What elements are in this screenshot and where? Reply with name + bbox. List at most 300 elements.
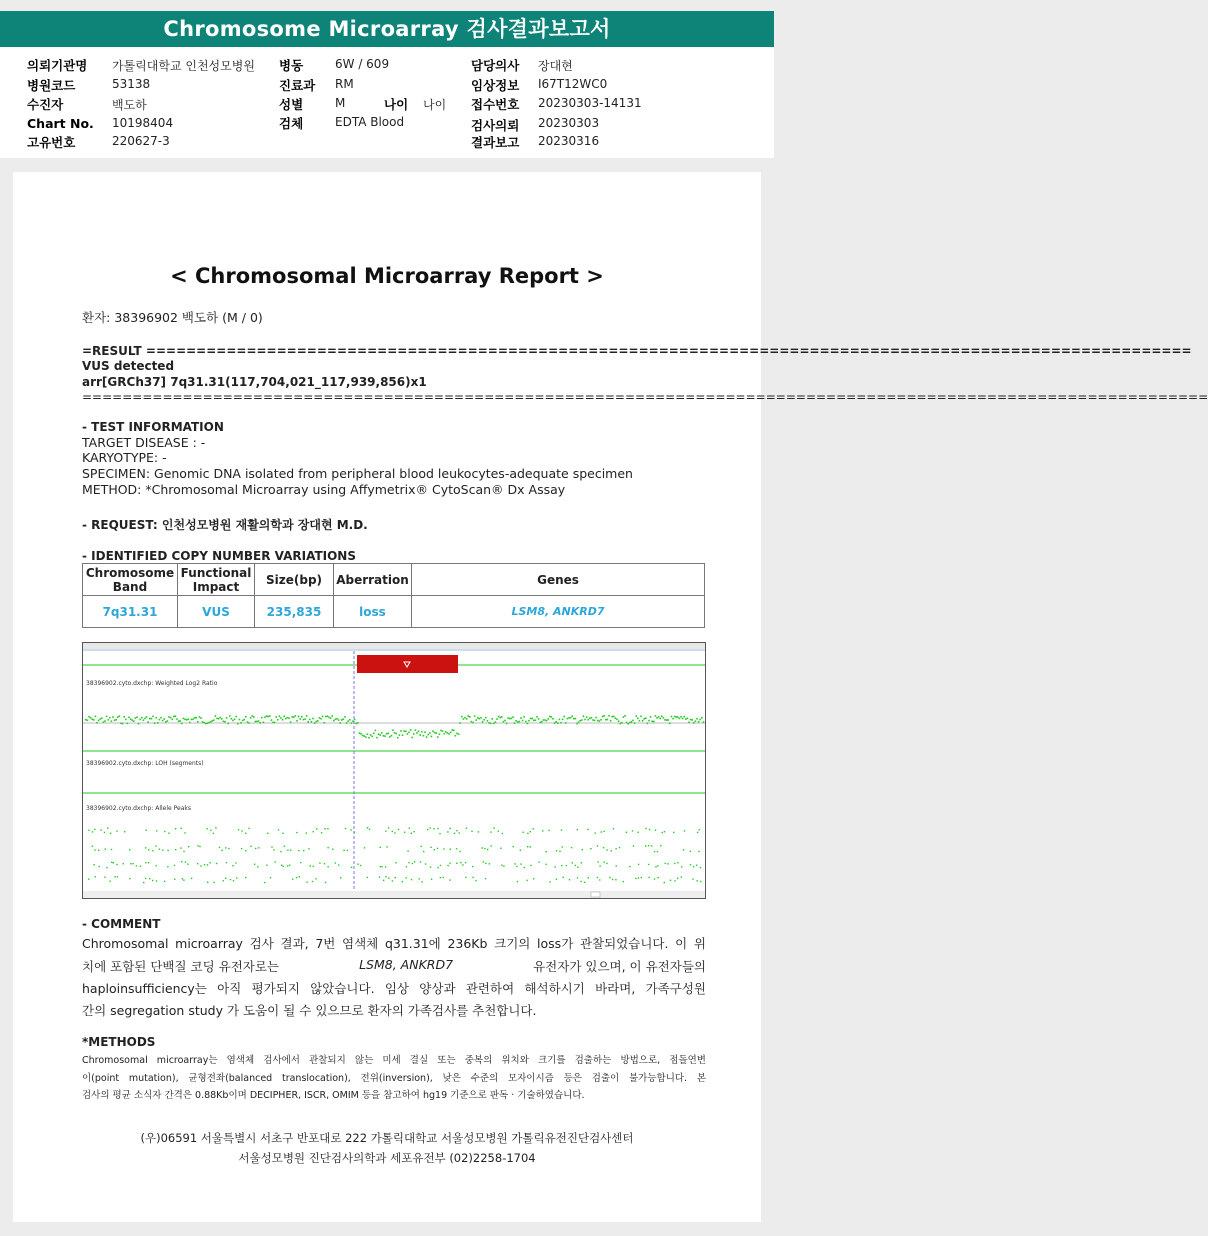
allele-point — [292, 879, 293, 880]
allele-point — [465, 877, 466, 878]
log2-point — [101, 717, 103, 719]
log2-point — [373, 733, 375, 735]
allele-point — [113, 862, 114, 863]
log2-point — [680, 716, 682, 718]
log2-point — [671, 716, 673, 718]
label-hospital-code: 병원코드 — [27, 78, 76, 93]
log2-point — [245, 716, 247, 718]
allele-point — [347, 850, 348, 851]
allele-point — [313, 866, 314, 867]
allele-point — [569, 879, 570, 880]
log2-point — [127, 723, 129, 725]
log2-point — [488, 722, 490, 724]
allele-point — [459, 832, 460, 833]
log2-point — [85, 719, 87, 721]
table-row — [83, 596, 705, 628]
log2-point — [135, 717, 137, 719]
log2-point — [216, 718, 218, 720]
allele-point — [406, 877, 407, 878]
plot-scrollbar-thumb[interactable] — [591, 892, 600, 897]
log2-point — [328, 717, 330, 719]
allele-point — [450, 849, 451, 850]
log2-point — [383, 735, 385, 737]
allele-point — [623, 881, 624, 882]
log2-point — [493, 723, 495, 725]
log2-point — [679, 718, 681, 720]
log2-point — [445, 731, 447, 733]
log2-point — [355, 723, 357, 725]
allele-point — [633, 845, 634, 846]
allele-point — [664, 831, 665, 832]
log2-point — [160, 717, 162, 719]
allele-point — [98, 850, 99, 851]
allele-point — [123, 863, 124, 864]
allele-point — [381, 866, 382, 867]
allele-point — [522, 832, 523, 833]
log2-point — [133, 720, 135, 722]
log2-point — [408, 732, 410, 734]
log2-point — [152, 716, 154, 718]
allele-point — [324, 828, 325, 829]
allele-point — [100, 829, 101, 830]
log2-point — [91, 719, 93, 721]
log2-point — [635, 715, 637, 717]
allele-point — [379, 876, 380, 877]
value-patient: 백도하 — [112, 98, 147, 112]
allele-point — [485, 863, 486, 864]
log2-point — [640, 716, 642, 718]
log2-point — [703, 721, 705, 723]
allele-point — [693, 866, 694, 867]
log2-point — [507, 717, 509, 719]
allele-point — [248, 828, 249, 829]
log2-point — [117, 716, 119, 718]
allele-point — [175, 828, 176, 829]
allele-point — [670, 880, 671, 881]
log2-point — [279, 715, 281, 717]
log2-point — [648, 720, 650, 722]
allele-point — [215, 827, 216, 828]
allele-point — [214, 882, 215, 883]
allele-point — [533, 878, 534, 879]
log2-point — [447, 732, 449, 734]
log2-point — [93, 719, 95, 721]
log2-point — [232, 720, 234, 722]
log2-point — [514, 722, 516, 724]
allele-point — [629, 866, 630, 867]
log2-point — [443, 733, 445, 735]
log2-point — [557, 722, 559, 724]
log2-point — [114, 720, 116, 722]
footer-address: (우)06591 서울특별시 서초구 반포대로 222 가톨릭대학교 서울성모병원 가톨릭유전진단검사센터 — [140, 1131, 634, 1145]
cnv-table — [82, 563, 705, 628]
allele-point — [587, 829, 588, 830]
log2-point — [267, 716, 269, 718]
allele-point — [325, 882, 326, 883]
log2-point — [306, 715, 308, 717]
value-specimen: EDTA Blood — [335, 115, 405, 129]
log2-point — [143, 719, 145, 721]
allele-point — [106, 867, 107, 868]
log2-point — [171, 719, 173, 721]
allele-point — [572, 862, 573, 863]
comment-line-1: Chromosomal microarray 검사 결과, 7번 염색체 q31.31에 236Kb 크기의 loss가 관찰되었습니다. 이 위 — [82, 936, 706, 951]
log2-point — [322, 716, 324, 718]
log2-point — [583, 715, 585, 717]
allele-point — [657, 865, 658, 866]
log2-point — [259, 722, 261, 724]
allele-point — [191, 878, 192, 879]
allele-point — [109, 881, 110, 882]
allele-point — [152, 850, 153, 851]
log2-point — [202, 721, 204, 723]
allele-point — [431, 879, 432, 880]
log2-point — [195, 717, 197, 719]
log2-point — [595, 717, 597, 719]
allele-point — [360, 865, 361, 866]
allele-point — [306, 882, 307, 883]
log2-point — [386, 733, 388, 735]
log2-point — [210, 721, 212, 723]
allele-point — [449, 828, 450, 829]
log2-point — [229, 715, 231, 717]
allele-point — [664, 882, 665, 883]
log2-point — [197, 721, 199, 723]
allele-point — [357, 864, 358, 865]
log2-point — [643, 718, 645, 720]
log2-point — [331, 715, 333, 717]
allele-point — [130, 863, 131, 864]
log2-point — [314, 722, 316, 724]
karyotype: KARYOTYPE: - — [82, 450, 167, 465]
allele-point — [104, 877, 105, 878]
allele-point — [542, 830, 543, 831]
log2-point — [368, 737, 370, 739]
log2-point — [317, 720, 319, 722]
allele-peak-points — [88, 827, 702, 883]
log2-point — [87, 720, 89, 722]
allele-point — [501, 865, 502, 866]
log2-point — [621, 722, 623, 724]
allele-point — [207, 864, 208, 865]
allele-point — [443, 877, 444, 878]
log2-point — [623, 716, 625, 718]
request-line: - REQUEST: 인천성모병원 재활의학과 장대현 M.D. — [82, 518, 368, 532]
log2-point — [544, 719, 546, 721]
log2-point — [151, 718, 153, 720]
log2-point — [455, 735, 457, 737]
allele-point — [524, 867, 525, 868]
log2-point — [187, 719, 189, 721]
allele-point — [116, 864, 117, 865]
log2-point — [211, 720, 213, 722]
log2-point — [608, 715, 610, 717]
log2-point — [354, 719, 356, 721]
log2-point — [186, 719, 188, 721]
log2-point — [123, 716, 125, 718]
allele-point — [530, 865, 531, 866]
log2-point — [327, 716, 329, 718]
allele-point — [283, 866, 284, 867]
allele-point — [287, 850, 288, 851]
log2-point — [592, 719, 594, 721]
log2-point — [551, 716, 553, 718]
allele-point — [454, 833, 455, 834]
allele-point — [456, 848, 457, 849]
allele-point — [674, 880, 675, 881]
log2-point — [504, 720, 506, 722]
log2-point — [115, 719, 117, 721]
plot-scrollbar[interactable] — [83, 891, 705, 898]
log2-point — [437, 736, 439, 738]
allele-point — [364, 847, 365, 848]
allele-point — [677, 862, 678, 863]
allele-point — [649, 829, 650, 830]
value-requesting-institution: 가톨릭대학교 인천성모병원 — [112, 59, 255, 73]
allele-point — [159, 849, 160, 850]
comment-line-2-c: 유전자가 있으며, 이 유전자들의 — [533, 959, 706, 974]
allele-point — [554, 866, 555, 867]
allele-point — [94, 864, 95, 865]
log2-point — [639, 720, 641, 722]
log2-point — [427, 734, 429, 736]
log2-point — [661, 716, 663, 718]
allele-point — [482, 847, 483, 848]
log2-point — [237, 723, 239, 725]
log2-point — [690, 719, 692, 721]
allele-point — [392, 831, 393, 832]
log2-point — [363, 735, 365, 737]
allele-point — [110, 833, 111, 834]
log2-point — [288, 717, 290, 719]
allele-point — [327, 828, 328, 829]
allele-point — [264, 882, 265, 883]
allele-point — [654, 851, 655, 852]
methods-heading: *METHODS — [82, 1035, 156, 1049]
log2-point — [95, 716, 97, 718]
allele-point — [210, 862, 211, 863]
allele-point — [439, 833, 440, 834]
allele-point — [690, 864, 691, 865]
allele-point — [408, 862, 409, 863]
allele-point — [638, 864, 639, 865]
cell-aberration: loss — [334, 596, 412, 628]
allele-point — [149, 878, 150, 879]
log2-point — [631, 721, 633, 723]
allele-point — [475, 880, 476, 881]
allele-point — [380, 866, 381, 867]
allele-point — [434, 849, 435, 850]
allele-point — [300, 862, 301, 863]
log2-point — [699, 719, 701, 721]
log2-point — [579, 720, 581, 722]
allele-point — [273, 849, 274, 850]
log2-point — [563, 716, 565, 718]
allele-point — [657, 877, 658, 878]
log2-point — [499, 717, 501, 719]
allele-point — [419, 878, 420, 879]
allele-point — [530, 846, 531, 847]
log2-point — [395, 733, 397, 735]
allele-point — [690, 851, 691, 852]
label-report-date: 결과보고 — [471, 135, 520, 150]
allele-point — [411, 879, 412, 880]
allele-point — [187, 864, 188, 865]
allele-point — [175, 849, 176, 850]
allele-point — [245, 850, 246, 851]
allele-point — [517, 881, 518, 882]
log2-point — [397, 737, 399, 739]
allele-point — [406, 866, 407, 867]
log2-point — [448, 733, 450, 735]
allele-point — [606, 863, 607, 864]
value-unique-no: 220627-3 — [112, 134, 170, 148]
log2-point — [299, 718, 301, 720]
log2-point — [543, 719, 545, 721]
allele-point — [254, 864, 255, 865]
log2-point — [315, 721, 317, 723]
allele-point — [287, 865, 288, 866]
log2-point — [576, 723, 578, 725]
header-text: Functional Impact — [180, 565, 252, 594]
patient-info-header — [0, 47, 774, 158]
allele-point — [459, 851, 460, 852]
allele-point — [225, 847, 226, 848]
log2-point — [250, 717, 252, 719]
allele-point — [498, 831, 499, 832]
header-aberration: Aberration — [334, 564, 412, 596]
allele-point — [584, 882, 585, 883]
allele-point — [490, 831, 491, 832]
allele-point — [174, 865, 175, 866]
allele-point — [343, 850, 344, 851]
log2-point — [155, 717, 157, 719]
log2-point — [567, 718, 569, 720]
log2-point — [280, 717, 282, 719]
allele-point — [421, 881, 422, 882]
allele-point — [351, 867, 352, 868]
allele-point — [599, 879, 600, 880]
allele-point — [313, 831, 314, 832]
log2-point — [130, 718, 132, 720]
log2-point — [272, 722, 274, 724]
log2-point — [178, 720, 180, 722]
log2-point — [626, 722, 628, 724]
allele-point — [655, 829, 656, 830]
allele-point — [684, 830, 685, 831]
log2-point — [655, 715, 657, 717]
allele-point — [561, 829, 562, 830]
allele-point — [92, 831, 93, 832]
log2-point — [637, 718, 639, 720]
allele-point — [298, 850, 299, 851]
log2-point — [240, 722, 242, 724]
log2-point — [647, 723, 649, 725]
log2-point — [458, 733, 460, 735]
allele-point — [514, 863, 515, 864]
allele-point — [282, 833, 283, 834]
log2-point — [701, 717, 703, 719]
allele-point — [156, 865, 157, 866]
log2-point — [632, 720, 634, 722]
allele-point — [500, 848, 501, 849]
log2-point — [319, 717, 321, 719]
log2-point — [376, 737, 378, 739]
allele-point — [250, 846, 251, 847]
log2-point — [107, 719, 109, 721]
log2-point — [243, 719, 245, 721]
allele-point — [289, 865, 290, 866]
allele-point — [236, 877, 237, 878]
allele-point — [245, 833, 246, 834]
log2-point — [407, 733, 409, 735]
log2-point — [554, 722, 556, 724]
log2-point — [463, 718, 465, 720]
log2-point — [163, 718, 165, 720]
allele-point — [577, 829, 578, 830]
log2-point — [659, 718, 661, 720]
log2-point — [495, 721, 497, 723]
log2-point — [451, 729, 453, 731]
log2-point — [512, 716, 514, 718]
allele-point — [449, 879, 450, 880]
log2-point — [88, 716, 90, 718]
allele-point — [612, 879, 613, 880]
log2-point — [413, 733, 415, 735]
log2-point — [624, 715, 626, 717]
allele-point — [590, 848, 591, 849]
allele-point — [315, 878, 316, 879]
allele-point — [407, 851, 408, 852]
allele-point — [599, 865, 600, 866]
allele-point — [321, 832, 322, 833]
allele-point — [129, 849, 130, 850]
allele-point — [332, 849, 333, 850]
label-physician: 담당의사 — [471, 58, 520, 73]
log2-point — [547, 718, 549, 720]
report-document — [13, 172, 1208, 1222]
allele-point — [129, 878, 130, 879]
log2-point — [482, 721, 484, 723]
allele-point — [204, 864, 205, 865]
log2-point — [176, 718, 178, 720]
allele-point — [350, 829, 351, 830]
allele-point — [447, 831, 448, 832]
allele-point — [460, 862, 461, 863]
allele-point — [430, 866, 431, 867]
log2-point — [618, 720, 620, 722]
log2-point — [125, 719, 127, 721]
log2-point — [669, 723, 671, 725]
log2-point — [200, 717, 202, 719]
log2-point — [307, 721, 309, 723]
allele-point — [414, 861, 415, 862]
log2-point — [696, 718, 698, 720]
log2-point — [141, 717, 143, 719]
log2-point — [227, 723, 229, 725]
log2-point — [581, 719, 583, 721]
allele-point — [615, 848, 616, 849]
log2-point — [642, 720, 644, 722]
allele-point — [447, 865, 448, 866]
allele-point — [423, 851, 424, 852]
log2-point — [139, 719, 141, 721]
log2-point — [239, 719, 241, 721]
log2-point — [506, 723, 508, 725]
allele-point — [437, 867, 438, 868]
log2-point — [391, 735, 393, 737]
log2-point — [479, 718, 481, 720]
